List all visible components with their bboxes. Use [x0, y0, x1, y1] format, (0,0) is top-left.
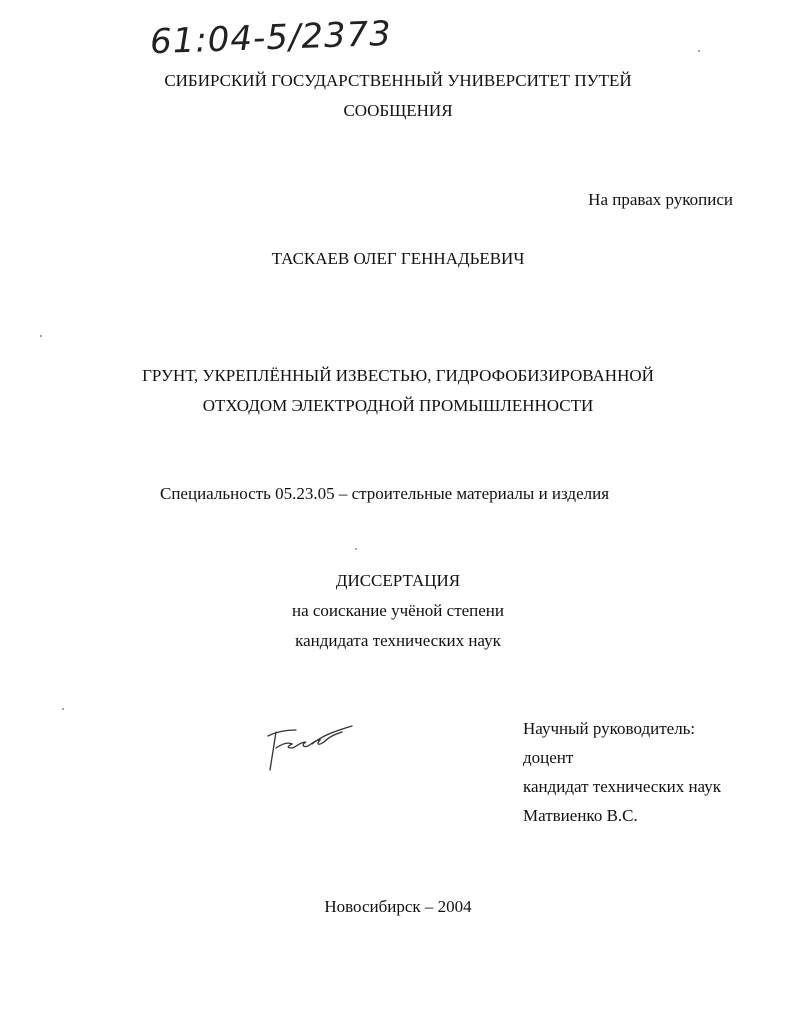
author-name: ТАСКАЕВ ОЛЕГ ГЕННАДЬЕВИЧ — [271, 249, 525, 268]
scan-speck — [40, 335, 42, 337]
archive-code: 61:04-5/2373 — [149, 13, 393, 63]
scan-speck — [62, 708, 64, 710]
degree-line-1: на соискание учёной степени — [291, 601, 505, 620]
supervisor-position: доцент — [523, 748, 574, 767]
scan-speck — [698, 50, 700, 52]
supervisor-degree: кандидат технических наук — [523, 777, 721, 796]
author-signature — [262, 722, 358, 774]
university-line-2: СООБЩЕНИЯ — [343, 101, 453, 120]
dissertation-title-line-1: ГРУНТ, УКРЕПЛЁННЫЙ ИЗВЕСТЬЮ, ГИДРОФОБИЗИРОВАННОЙ — [142, 366, 654, 385]
manuscript-note: На правах рукописи — [588, 190, 733, 209]
supervisor-label: Научный руководитель: — [523, 719, 696, 738]
degree-line-2: кандидата технических наук — [295, 631, 501, 650]
dissertation-title-line-2: ОТХОДОМ ЭЛЕКТРОДНОЙ ПРОМЫШЛЕННОСТИ — [202, 396, 594, 415]
scan-speck — [355, 548, 357, 550]
university-line-1: СИБИРСКИЙ ГОСУДАРСТВЕННЫЙ УНИВЕРСИТЕТ ПУТЕЙ — [164, 71, 632, 90]
specialty-line: Специальность 05.23.05 – строительные материалы и изделия — [160, 484, 610, 503]
dissertation-heading: ДИССЕРТАЦИЯ — [335, 571, 461, 590]
city-year: Новосибирск – 2004 — [324, 897, 472, 916]
supervisor-name: Матвиенко В.С. — [523, 806, 638, 825]
